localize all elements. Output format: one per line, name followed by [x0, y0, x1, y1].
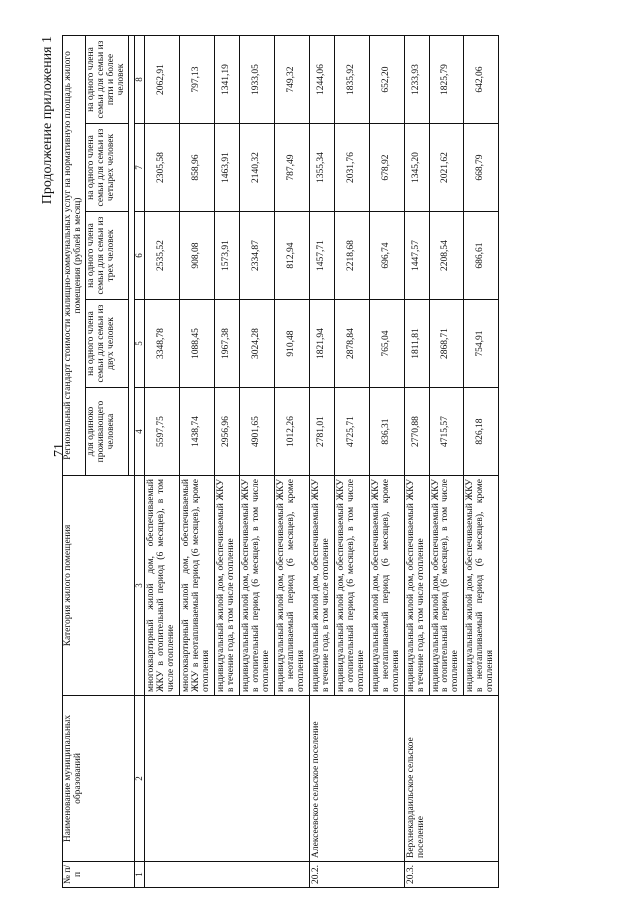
header-single: для одиноко проживающего человека	[85, 388, 128, 476]
table-row	[145, 35, 180, 887]
value-single: 2770,88	[404, 388, 429, 476]
housing-category: индивидуальный жилой дом, обеспечиваемый ЖКУ в отопительный период (6 месяцев), в том числе отопление	[334, 476, 369, 696]
header-category: Категория жилого помещения	[63, 476, 135, 696]
value-single: 4725,71	[334, 388, 369, 476]
housing-category: индивидуальный жилой дом, обеспечиваемый ЖКУ в неотапливаемый период (6 месяцев), кроме отопления	[274, 476, 309, 696]
value-four: 678,92	[369, 124, 404, 212]
value-single: 5597,75	[145, 388, 180, 476]
header-three: на одного члена семьи для семьи из трех человек	[85, 212, 128, 300]
table-row	[309, 35, 334, 887]
value-three: 1447,57	[404, 212, 429, 300]
value-four: 1463,91	[215, 124, 240, 212]
value-three: 1573,91	[215, 212, 240, 300]
value-three: 696,74	[369, 212, 404, 300]
value-two: 1088,45	[180, 300, 215, 388]
value-five: 1233,93	[404, 35, 429, 123]
table-row	[404, 35, 429, 887]
page-number: 71	[52, 443, 67, 457]
value-three: 686,61	[464, 212, 499, 300]
value-two: 754,91	[464, 300, 499, 388]
housing-category: индивидуальный жилой дом, обеспечиваемый ЖКУ в отопительный период (6 месяцев), в том числе отопление	[240, 476, 275, 696]
value-single: 4715,57	[429, 388, 464, 476]
value-two: 1821,94	[309, 300, 334, 388]
value-single: 2956,96	[215, 388, 240, 476]
colnum-5: 5	[134, 300, 144, 388]
value-three: 812,94	[274, 212, 309, 300]
value-four: 1355,34	[309, 124, 334, 212]
municipality-name: Верхнекардаильское сельское поселение	[404, 696, 499, 862]
colnum-7: 7	[134, 124, 144, 212]
colnum-2: 2	[134, 696, 144, 862]
value-five: 749,32	[274, 35, 309, 123]
value-two: 2868,71	[429, 300, 464, 388]
header-row-top	[63, 35, 86, 887]
value-three: 2218,68	[334, 212, 369, 300]
colnum-4: 4	[134, 388, 144, 476]
rotated-table-area	[40, 28, 600, 888]
housing-category: индивидуальный жилой дом, обеспечиваемый ЖКУ в течение года, в том числе отопление	[404, 476, 429, 696]
value-two: 765,04	[369, 300, 404, 388]
value-five: 642,06	[464, 35, 499, 123]
colnum-6: 6	[134, 212, 144, 300]
value-three: 2535,52	[145, 212, 180, 300]
housing-standard-table	[62, 35, 499, 888]
housing-category: индивидуальный жилой дом, обеспечиваемый ЖКУ в течение года, в том числе отопление	[309, 476, 334, 696]
value-five: 1341,19	[215, 35, 240, 123]
value-three: 1457,71	[309, 212, 334, 300]
housing-category: многоквартирный жилой дом, обеспечиваемый ЖКУ в неотапливаемый период (6 месяцев), кроме отопления	[180, 476, 215, 696]
value-single: 836,31	[369, 388, 404, 476]
value-two: 1967,38	[215, 300, 240, 388]
row-no	[145, 862, 310, 888]
housing-category: индивидуальный жилой дом, обеспечиваемый ЖКУ в течение года, в том числе отопление	[215, 476, 240, 696]
value-two: 2878,84	[334, 300, 369, 388]
value-three: 908,08	[180, 212, 215, 300]
value-four: 2140,32	[240, 124, 275, 212]
value-single: 826,18	[464, 388, 499, 476]
housing-category: индивидуальный жилой дом, обеспечиваемый ЖКУ в неотапливаемый период (6 месяцев), кроме отопления	[464, 476, 499, 696]
municipality-name: Алексеевское сельское поселение	[309, 696, 404, 862]
value-five: 2062,91	[145, 35, 180, 123]
column-number-row	[134, 35, 144, 887]
header-no: № п/п	[63, 862, 135, 888]
value-single: 1438,74	[180, 388, 215, 476]
value-five: 1933,05	[240, 35, 275, 123]
value-five: 652,20	[369, 35, 404, 123]
housing-category: индивидуальный жилой дом, обеспечиваемый ЖКУ в отопительный период (6 месяцев), в том числе отопление	[429, 476, 464, 696]
value-four: 2021,62	[429, 124, 464, 212]
appendix-title: Продолжение приложения 1	[40, 36, 55, 205]
value-four: 1345,20	[404, 124, 429, 212]
colnum-3: 3	[134, 476, 144, 696]
colnum-1: 1	[134, 862, 144, 888]
value-three: 2334,87	[240, 212, 275, 300]
value-four: 787,49	[274, 124, 309, 212]
value-four: 858,96	[180, 124, 215, 212]
value-five: 1825,79	[429, 35, 464, 123]
header-name: Наименование муниципальных образований	[63, 696, 135, 862]
value-five: 1244,06	[309, 35, 334, 123]
value-single: 1012,26	[274, 388, 309, 476]
value-four: 668,79	[464, 124, 499, 212]
row-no: 20.2.	[309, 862, 404, 888]
row-no: 20.3.	[404, 862, 499, 888]
value-two: 910,48	[274, 300, 309, 388]
value-single: 4901,65	[240, 388, 275, 476]
header-regional-standard: Региональный стандарт стоимости жилищно-коммунальных услуг на нормативную площадь жилого помещения (рублей в месяц)	[63, 35, 86, 475]
header-five: на одного члена семьи для семьи из пяти и более человек	[85, 35, 128, 123]
value-four: 2305,58	[145, 124, 180, 212]
header-four: на одного члена семьи для семьи из четырех человек	[85, 124, 128, 212]
value-two: 3024,28	[240, 300, 275, 388]
header-two: на одного члена семьи для семьи из двух человек	[85, 300, 128, 388]
value-two: 1811,81	[404, 300, 429, 388]
housing-category: индивидуальный жилой дом, обеспечиваемый ЖКУ в неотапливаемый период (6 месяцев), кроме отопления	[369, 476, 404, 696]
value-single: 2781,01	[309, 388, 334, 476]
value-four: 2031,76	[334, 124, 369, 212]
colnum-8: 8	[134, 35, 144, 123]
value-five: 797,13	[180, 35, 215, 123]
value-three: 2208,54	[429, 212, 464, 300]
municipality-name	[145, 696, 310, 862]
value-two: 3348,78	[145, 300, 180, 388]
housing-category: многоквартирный жилой дом, обеспечиваемый ЖКУ в отопительный период (6 месяцев), в том числе отопление	[145, 476, 180, 696]
value-five: 1835,92	[334, 35, 369, 123]
